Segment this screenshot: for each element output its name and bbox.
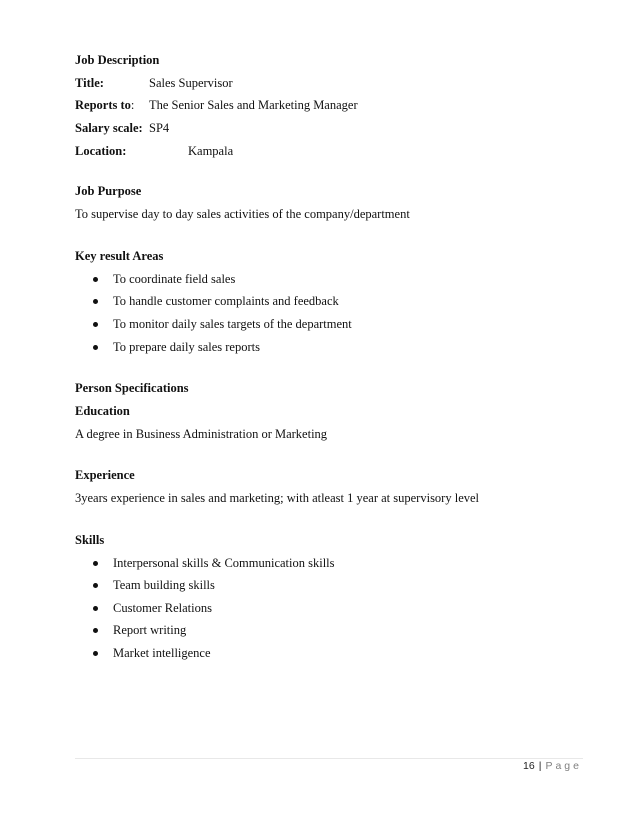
subheading-education: Education	[75, 404, 130, 418]
field-reports-to-colon: :	[130, 98, 135, 112]
section-heading-key-result-areas: Key result Areas	[75, 249, 164, 263]
subheading-experience: Experience	[75, 468, 135, 482]
skill-item-text: Report writing	[113, 623, 187, 637]
key-result-item-text: To prepare daily sales reports	[113, 340, 260, 354]
bullet-icon	[93, 299, 98, 304]
bullet-icon	[93, 651, 98, 656]
field-salary-scale-label: Salary scale:	[75, 121, 143, 135]
key-result-item-text: To handle customer complaints and feedback	[113, 294, 339, 308]
field-title	[75, 75, 233, 91]
footer-separator: |	[538, 760, 542, 772]
page-number: 16	[523, 760, 535, 772]
bullet-icon	[93, 277, 98, 282]
section-heading-job-description: Job Description	[75, 53, 160, 67]
field-reports-to	[75, 97, 358, 113]
page-label: Page	[545, 760, 582, 772]
field-location	[75, 143, 234, 159]
skill-item-text: Customer Relations	[113, 601, 212, 615]
field-title-value: Sales Supervisor	[149, 76, 233, 90]
section-heading-skills: Skills	[75, 533, 105, 547]
job-purpose-text: To supervise day to day sales activities of the company/department	[75, 207, 410, 221]
field-title-label: Title:	[75, 76, 104, 90]
skill-item-text: Market intelligence	[113, 646, 211, 660]
section-heading-job-purpose: Job Purpose	[75, 184, 142, 198]
bullet-icon	[93, 561, 98, 566]
education-text: A degree in Business Administration or Marketing	[75, 427, 328, 441]
bullet-icon	[93, 345, 98, 350]
page-footer	[523, 760, 582, 772]
field-salary-scale-value: SP4	[149, 121, 170, 135]
bullet-icon	[93, 322, 98, 327]
field-location-value: Kampala	[188, 144, 234, 158]
field-reports-to-label: Reports to	[75, 98, 131, 112]
bullet-icon	[93, 606, 98, 611]
field-salary-scale	[75, 120, 170, 136]
skill-item-text: Team building skills	[113, 578, 215, 592]
field-location-label: Location:	[75, 144, 127, 158]
footer-divider	[75, 758, 583, 759]
bullet-icon	[93, 583, 98, 588]
key-result-item-text: To coordinate field sales	[113, 272, 236, 286]
section-heading-person-specifications: Person Specifications	[75, 381, 189, 395]
skill-item-text: Interpersonal skills & Communication skills	[113, 556, 335, 570]
bullet-icon	[93, 628, 98, 633]
key-result-item-text: To monitor daily sales targets of the department	[113, 317, 352, 331]
field-reports-to-value: The Senior Sales and Marketing Manager	[149, 98, 358, 112]
experience-text: 3years experience in sales and marketing; with atleast 1 year at supervisory level	[75, 491, 480, 505]
